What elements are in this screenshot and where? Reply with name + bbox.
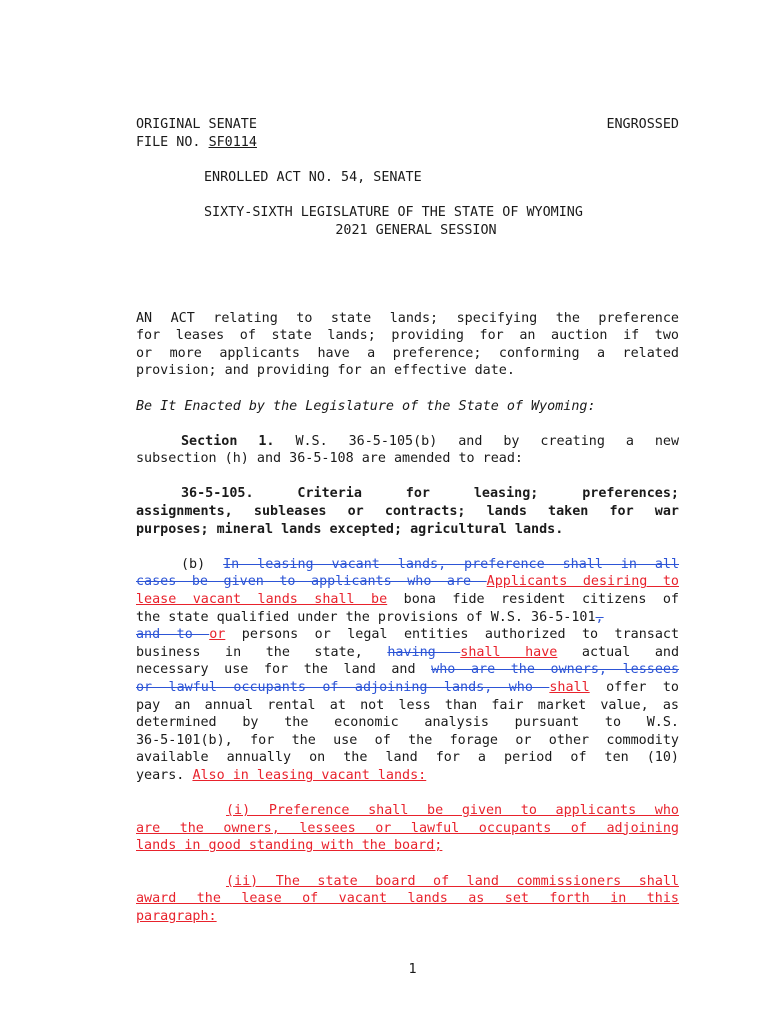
inserted-text: Applicants desiring to [486, 574, 679, 590]
page-number: 1 [408, 962, 417, 977]
text-run: (b) [181, 556, 224, 572]
subsection-b-line [136, 767, 679, 785]
engrossed-label: ENGROSSED [606, 117, 679, 132]
act-title-line: or more applicants have a preference; conforming a related [136, 345, 679, 361]
statute-heading-line: 36-5-105. Criteria for leasing; preferences; [181, 486, 679, 502]
inserted-text: shall have [460, 644, 558, 660]
section-1-line-1 [136, 433, 679, 451]
paragraph-ii-line: paragraph: [136, 908, 217, 924]
text-run: business in the state, [136, 644, 388, 660]
subsection-b-line: available annually on the land for a period of ten (10) [136, 750, 679, 766]
inserted-text: shall [549, 680, 590, 696]
act-title-line: AN ACT relating to state lands; specifying the preference [136, 310, 679, 326]
file-number-line [136, 134, 679, 152]
subsection-b-line [136, 573, 679, 591]
session-line: 2021 GENERAL SESSION [335, 222, 497, 238]
file-number-prefix: FILE NO. [136, 134, 209, 150]
document-page [136, 116, 679, 925]
inserted-text: or [209, 627, 226, 643]
subsection-b-line [136, 644, 679, 662]
deleted-text: cases be given to applicants who are [136, 574, 487, 590]
text-run: necessary use for the land and [136, 662, 432, 678]
section-1-text: W.S. 36-5-105(b) and by creating a new [295, 433, 680, 449]
subsection-b-line: determined by the economic analysis pursuant to W.S. [136, 715, 679, 731]
subsection-b-line [136, 626, 679, 644]
act-title [136, 310, 679, 380]
subsection-b-line: pay an annual rental at not less than fair market value, as [136, 697, 679, 713]
enrolled-act-line: ENROLLED ACT NO. 54, SENATE [204, 169, 422, 185]
paragraph-i [136, 802, 679, 855]
deleted-text: , [595, 609, 604, 625]
paragraph-i-line: (i) Preference shall be given to applicants who [226, 803, 679, 819]
statute-heading-line: purposes; mineral lands excepted; agricultural lands. [136, 521, 564, 537]
text-run: offer to [589, 680, 679, 696]
text-run: bona fide resident citizens of [387, 592, 679, 608]
deleted-text: who are the owners, lessees [431, 662, 680, 678]
deleted-text: and to [136, 627, 210, 643]
paragraph-ii-line: award the lease of vacant lands as set forth in this [136, 891, 679, 907]
text-run: persons or legal entities authorized to transact [225, 627, 680, 643]
paragraph-i-line: are the owners, lessees or lawful occupants of adjoining [136, 820, 679, 836]
paragraph-i-line: lands in good standing with the board; [136, 838, 443, 854]
subsection-b-line: 36-5-101(b), for the use of the forage or other commodity [136, 732, 679, 748]
act-title-line: for leases of state lands; providing for an auction if two [136, 328, 679, 344]
enacting-clause: Be It Enacted by the Legislature of the State of Wyoming: [136, 398, 596, 414]
legislature-line: SIXTY-SIXTH LEGISLATURE OF THE STATE OF WYOMING [204, 204, 583, 220]
subsection-b-line [136, 679, 679, 697]
deleted-text: having [387, 644, 461, 660]
statute-heading [136, 485, 679, 538]
section-1-intro [136, 433, 679, 468]
subsection-b [136, 556, 679, 785]
section-1-line-2: subsection (h) and 36-5-108 are amended to read: [136, 451, 523, 467]
section-1-label: Section 1. [181, 433, 275, 449]
paragraph-ii [136, 873, 679, 926]
statute-heading-line: assignments, subleases or contracts; lands taken for war [136, 504, 679, 520]
act-title-line: provision; and providing for an effective date. [136, 363, 515, 379]
subsection-b-line [136, 661, 679, 679]
deleted-text: In leasing vacant lands, preference shall in all [223, 556, 680, 572]
paragraph-ii-line: (ii) The state board of land commissioners shall [226, 873, 679, 889]
subsection-b-line [136, 609, 679, 627]
inserted-text: lease vacant lands shall be [136, 592, 388, 608]
subsection-b-line [136, 591, 679, 609]
file-number: SF0114 [208, 134, 257, 150]
text-run: actual and [557, 644, 680, 660]
text-run: the state qualified under the provisions of W.S. 36-5-101 [136, 609, 596, 625]
header-row-1 [136, 116, 679, 134]
inserted-text: Also in leasing vacant lands: [192, 767, 427, 783]
original-senate-label: ORIGINAL SENATE [136, 117, 257, 132]
deleted-text: or lawful occupants of adjoining lands, who [136, 680, 550, 696]
subsection-b-line [136, 556, 679, 574]
text-run: years. [136, 767, 193, 783]
